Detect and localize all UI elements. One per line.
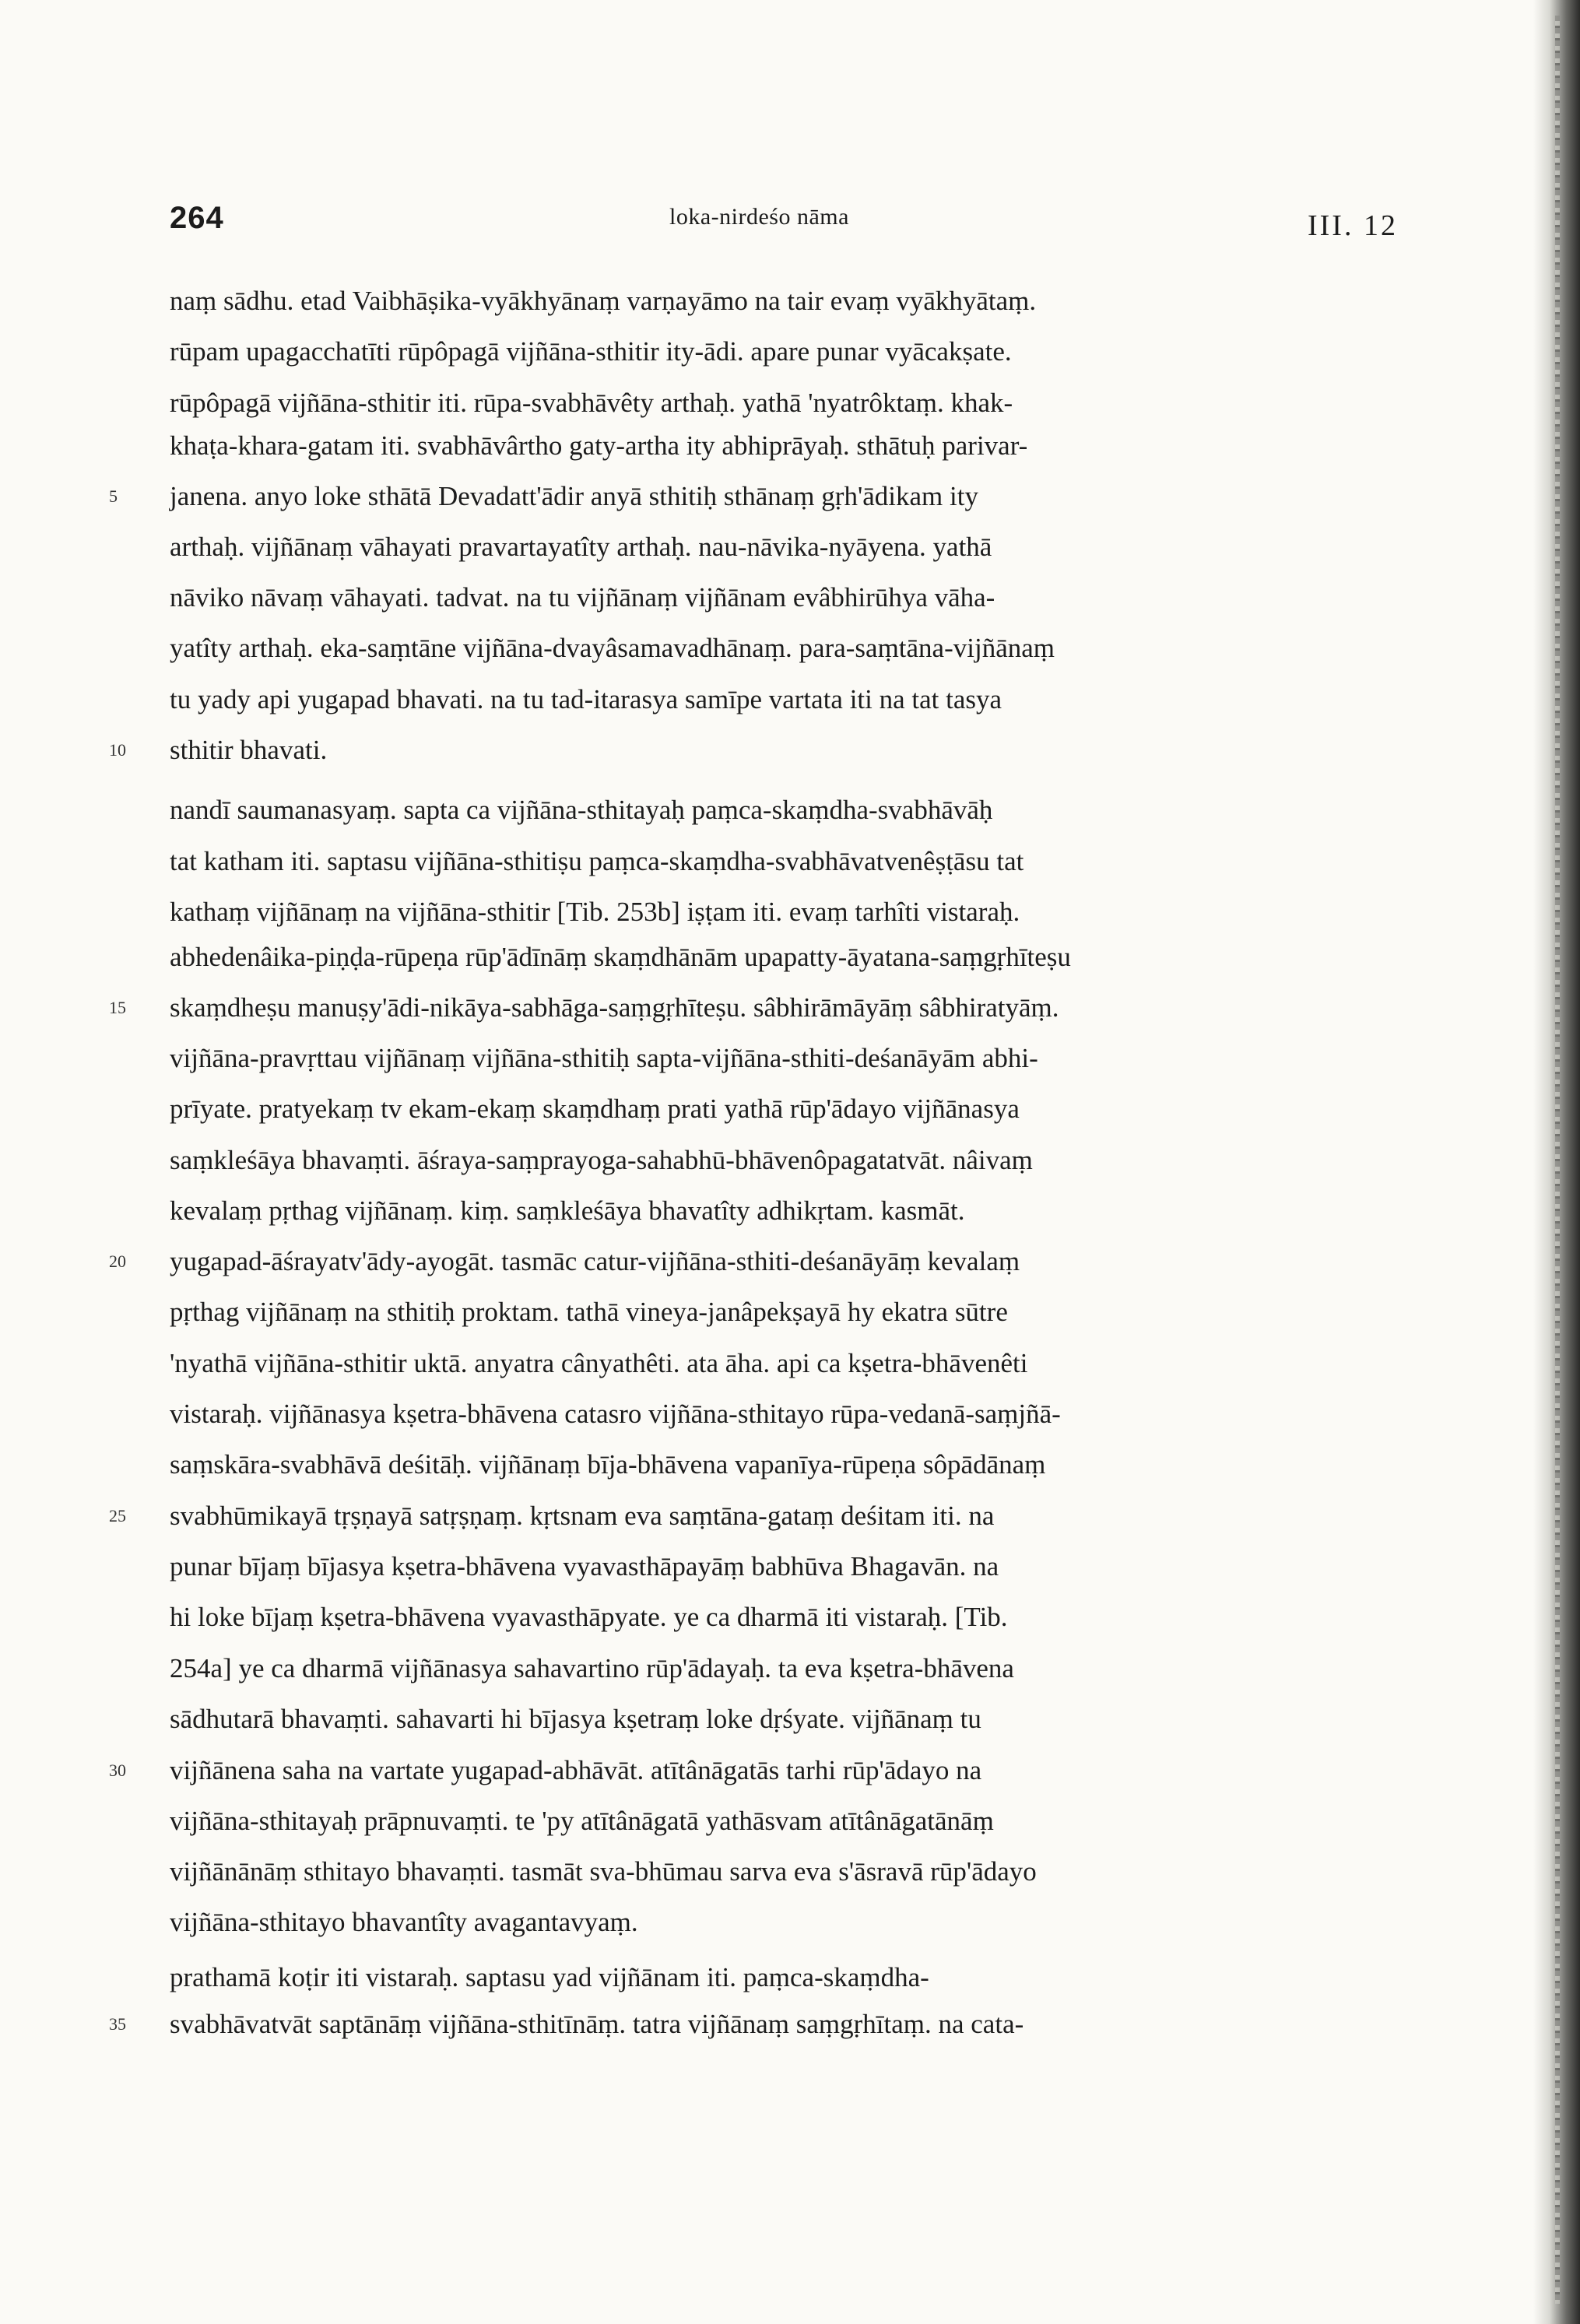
text-line: svabhāvatvāt saptānāṃ vijñāna-sthitīnāṃ. tatra vijñānaṃ saṃgṛhītaṃ. na cata- [170, 2009, 1024, 2039]
text-line: vijñānena saha na vartate yugapad-abhāvāt. atītânāgatās tarhi rūp'ādayo na [170, 1755, 982, 1785]
line-number: 20 [109, 1252, 126, 1271]
text-line: sādhutarā bhavaṃti. sahavarti hi bījasya kṣetraṃ loke dṛśyate. vijñānaṃ tu [170, 1704, 981, 1734]
text-line: vijñāna-pravṛttau vijñānaṃ vijñāna-sthitiḥ sapta-vijñāna-sthiti-deśanāyām abhi- [170, 1043, 1038, 1073]
text-line: saṃkleśāya bhavaṃti. āśraya-saṃprayoga-sahabhū-bhāvenôpagatatvāt. nâivaṃ [170, 1145, 1033, 1175]
text-line: vijñāna-sthitayo bhavantîty avagantavyaṃ. [170, 1907, 638, 1937]
text-line: kevalaṃ pṛthag vijñānaṃ. kiṃ. saṃkleśāya bhavatîty adhikṛtam. kasmāt. [170, 1195, 965, 1226]
line-number: 15 [109, 998, 126, 1017]
text-line: vijñāna-sthitayaḥ prāpnuvaṃti. te 'py atītânāgatā yathāsvam atītânāgatānāṃ [170, 1806, 994, 1836]
section-ref: III. 12 [1308, 209, 1398, 242]
text-line: janena. anyo loke sthātā Devadatt'ādir anyā sthitiḥ sthānaṃ gṛh'ādikam ity [170, 481, 978, 511]
page-number: 264 [170, 201, 224, 235]
text-line: pṛthag vijñānaṃ na sthitiḥ proktam. tathā vineya-janâpekṣayā hy ekatra sūtre [170, 1297, 1008, 1327]
text-line: sthitir bhavati. [170, 735, 328, 765]
text-line: 'nyathā vijñāna-sthitir uktā. anyatra cânyathêti. ata āha. api ca kṣetra-bhāvenêti [170, 1348, 1028, 1378]
text-line: tat katham iti. saptasu vijñāna-sthitiṣu paṃca-skaṃdha-svabhāvatvenêṣṭāsu tat [170, 846, 1024, 876]
text-line: kathaṃ vijñānaṃ na vijñāna-sthitir [Tib. 253b] iṣṭam iti. evaṃ tarhîti vistaraḥ. [170, 897, 1020, 927]
text-line: rūpôpagā vijñāna-sthitir iti. rūpa-svabhāvêty arthaḥ. yathā 'nyatrôktaṃ. khak- [170, 388, 1013, 418]
line-number: 5 [109, 486, 118, 506]
running-title: loka-nirdeśo nāma [669, 204, 849, 230]
line-number: 30 [109, 1761, 126, 1780]
line-number: 10 [109, 740, 126, 760]
text-line: prathamā koṭir iti vistaraḥ. saptasu yad vijñānam iti. paṃca-skaṃdha- [170, 1962, 929, 1992]
text-line: skaṃdheṣu manuṣy'ādi-nikāya-sabhāga-saṃgṛhīteṣu. sâbhirāmāyāṃ sâbhiratyāṃ. [170, 992, 1059, 1023]
text-line: yugapad-āśrayatv'ādy-ayogāt. tasmāc catur-vijñāna-sthiti-deśanāyāṃ kevalaṃ [170, 1246, 1020, 1276]
scan-edge [1533, 0, 1580, 2324]
text-line: yatîty arthaḥ. eka-saṃtāne vijñāna-dvayâsamavadhānaṃ. para-saṃtāna-vijñānaṃ [170, 633, 1055, 663]
text-line: rūpam upagacchatīti rūpôpagā vijñāna-sthitir ity-ādi. apare punar vyācakṣate. [170, 336, 1012, 367]
text-line: khaṭa-khara-gatam iti. svabhāvârtho gaty-artha ity abhiprāyaḥ. sthātuḥ parivar- [170, 430, 1028, 461]
text-line: hi loke bījaṃ kṣetra-bhāvena vyavasthāpyate. ye ca dharmā iti vistaraḥ. [Tib. [170, 1602, 1008, 1632]
text-line: naṃ sādhu. etad Vaibhāṣika-vyākhyānaṃ varṇayāmo na tair evaṃ vyākhyātaṃ. [170, 286, 1037, 316]
text-line: prīyate. pratyekaṃ tv ekam-ekaṃ skaṃdhaṃ prati yathā rūp'ādayo vijñānasya [170, 1094, 1020, 1124]
text-line: punar bījaṃ bījasya kṣetra-bhāvena vyavasthāpayāṃ babhūva Bhagavān. na [170, 1551, 999, 1582]
text-line: nandī saumanasyaṃ. sapta ca vijñāna-sthitayaḥ paṃca-skaṃdha-svabhāvāḥ [170, 795, 993, 825]
text-line: abhedenâika-piṇḍa-rūpeṇa rūp'ādīnāṃ skaṃdhānām upapatty-āyatana-saṃgṛhīteṣu [170, 942, 1071, 972]
text-line: nāviko nāvaṃ vāhayati. tadvat. na tu vijñānaṃ vijñānam evâbhirūhya vāha- [170, 582, 995, 613]
text-line: svabhūmikayā tṛṣṇayā satṛṣṇaṃ. kṛtsnam eva saṃtāna-gataṃ deśitam iti. na [170, 1501, 995, 1531]
text-line: 254a] ye ca dharmā vijñānasya sahavartino rūp'ādayaḥ. ta eva kṣetra-bhāvena [170, 1653, 1014, 1683]
text-line: saṃskāra-svabhāvā deśitāḥ. vijñānaṃ bīja-bhāvena vapanīya-rūpeṇa sôpādānaṃ [170, 1449, 1046, 1480]
line-number: 35 [109, 2014, 126, 2034]
text-line: vijñānānāṃ sthitayo bhavaṃti. tasmāt sva-bhūmau sarva eva s'āsravā rūp'ādayo [170, 1856, 1037, 1887]
line-number: 25 [109, 1506, 126, 1525]
text-line: arthaḥ. vijñānaṃ vāhayati pravartayatîty arthaḥ. nau-nāvika-nyāyena. yathā [170, 532, 992, 562]
text-line: vistaraḥ. vijñānasya kṣetra-bhāvena catasro vijñāna-sthitayo rūpa-vedanā-saṃjñā- [170, 1399, 1061, 1429]
text-line: tu yady api yugapad bhavati. na tu tad-itarasya samīpe vartata iti na tat tasya [170, 684, 1002, 714]
